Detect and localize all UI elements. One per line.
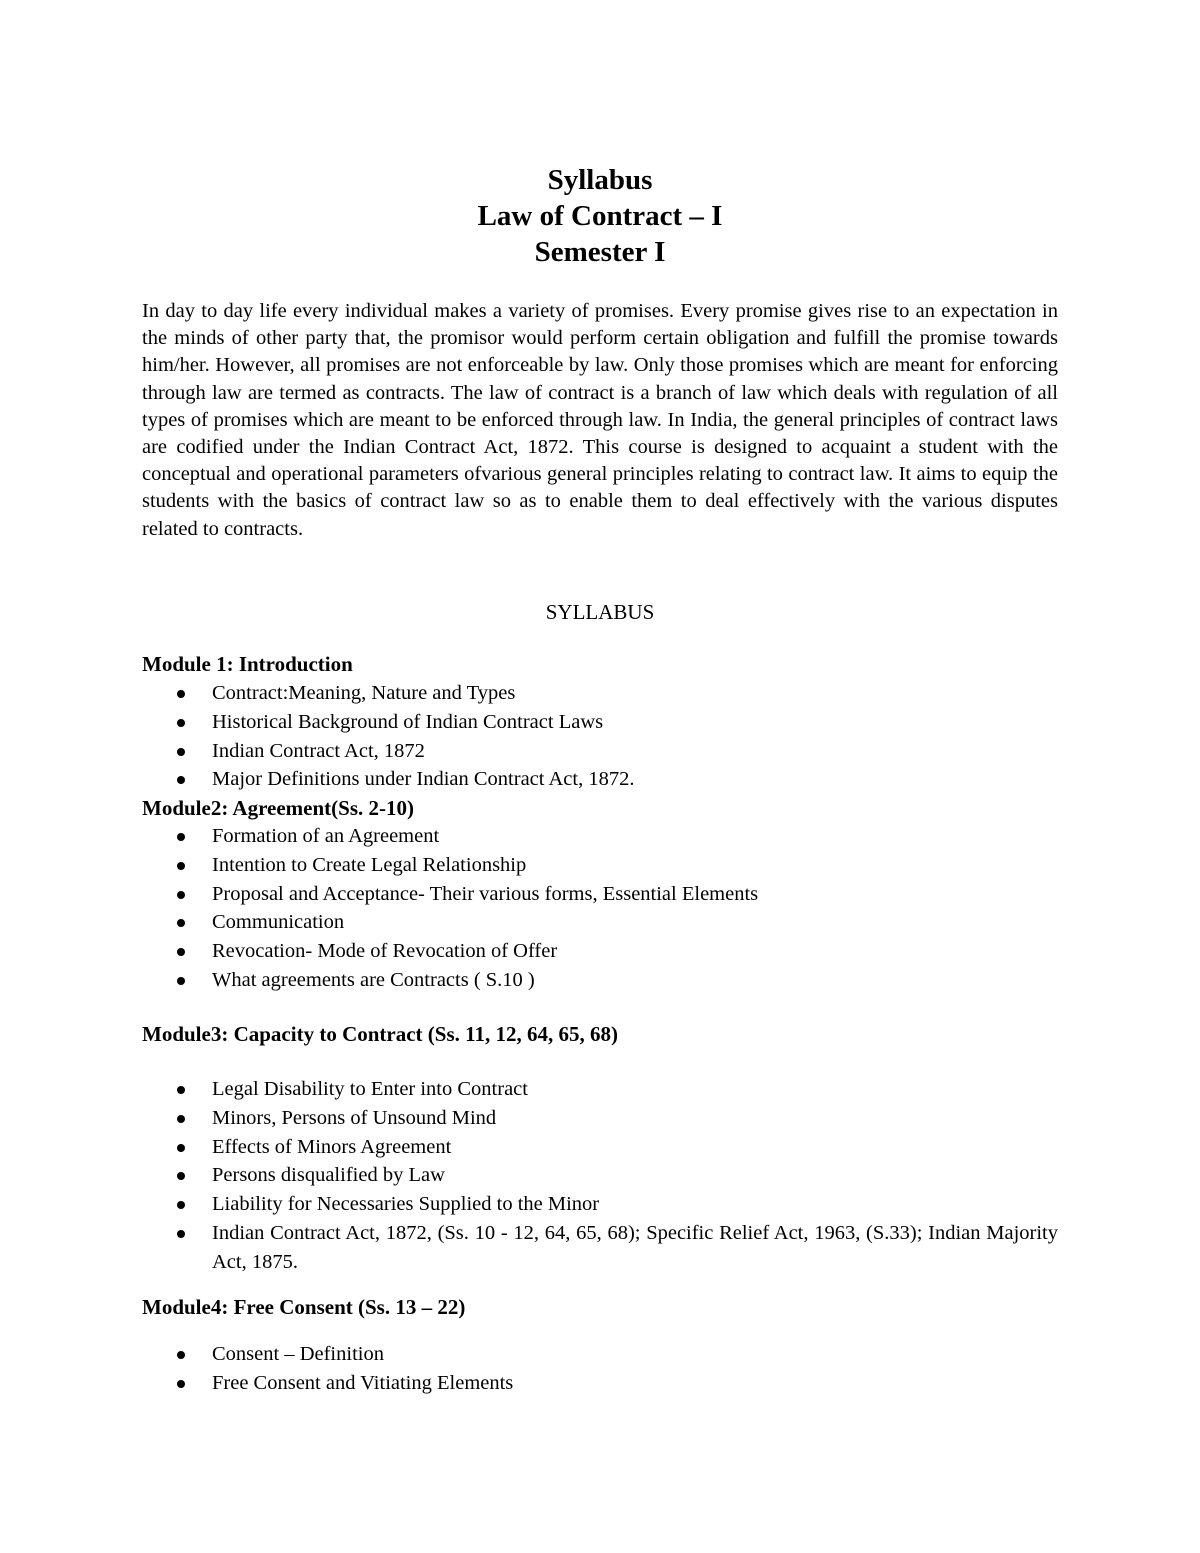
bullet-icon (177, 862, 185, 870)
bullet-icon (177, 977, 185, 985)
bullet-icon (177, 776, 185, 784)
list-item: Liability for Necessaries Supplied to the Minor (142, 1190, 1058, 1219)
list-item: Revocation- Mode of Revocation of Offer (142, 937, 1058, 966)
module-3-heading: Module3: Capacity to Contract (Ss. 11, 12, 64, 65, 68) (142, 1022, 618, 1046)
list-item: Minors, Persons of Unsound Mind (142, 1104, 1058, 1133)
bullet-icon (177, 833, 185, 841)
title-line-syllabus: Syllabus (547, 164, 653, 196)
list-item: Historical Background of Indian Contract Laws (142, 708, 1058, 737)
list-item: Free Consent and Vitiating Elements (142, 1369, 1058, 1398)
module-2-list (142, 822, 1058, 995)
list-item: Indian Contract Act, 1872 (142, 737, 1058, 766)
list-item: Effects of Minors Agreement (142, 1133, 1058, 1162)
list-item: Proposal and Acceptance- Their various forms, Essential Elements (142, 880, 1058, 909)
list-item: Communication (142, 908, 1058, 937)
list-item: Indian Contract Act, 1872, (Ss. 10 - 12, 64, 65, 68); Specific Relief Act, 1963, (S.33); Indian Majority Act, 1875. (142, 1219, 1058, 1277)
module-3-list (142, 1075, 1058, 1277)
bullet-icon (177, 1380, 185, 1388)
module-2-heading: Module2: Agreement(Ss. 2-10) (142, 796, 414, 820)
list-item: Persons disqualified by Law (142, 1161, 1058, 1190)
list-item: Intention to Create Legal Relationship (142, 851, 1058, 880)
module-1-list (142, 679, 1058, 794)
module-4-heading: Module4: Free Consent (Ss. 13 – 22) (142, 1295, 466, 1319)
bullet-icon (177, 1351, 185, 1359)
title-line-semester: Semester I (534, 236, 666, 268)
bullet-icon (177, 1115, 185, 1123)
bullet-icon (177, 948, 185, 956)
list-item: Consent – Definition (142, 1340, 1058, 1369)
module-4-list (142, 1340, 1058, 1398)
list-item: Contract:Meaning, Nature and Types (142, 679, 1058, 708)
bullet-icon (177, 919, 185, 927)
title-line-course: Law of Contract – I (477, 200, 723, 232)
list-item: Formation of an Agreement (142, 822, 1058, 851)
bullet-icon (177, 1144, 185, 1152)
bullet-icon (177, 1086, 185, 1094)
bullet-icon (177, 1201, 185, 1209)
bullet-icon (177, 891, 185, 899)
bullet-icon (177, 690, 185, 698)
intro-paragraph: In day to day life every individual makes a variety of promises. Every promise gives rise to an expectation in the minds of other party that, the promisor would perform certain obligation and fulfill the promise towards him/her. However, all promises are not enforceable by law. Only those promises which are meant for enforcing through law are termed as contracts. The law of contract is a branch of law which deals with regulation of all types of promises which are meant to be enforced through law. In India, the general principles of contract laws are codified under the Indian Contract Act, 1872. This course is designed to acquaint a student with the conceptual and operational parameters ofvarious general principles relating to contract law. It aims to equip the students with the basics of contract law so as to enable them to deal effectively with the various disputes related to contracts. (142, 300, 1058, 540)
bullet-icon (177, 748, 185, 756)
module-1-heading: Module 1: Introduction (142, 652, 353, 676)
document-title (0, 162, 1200, 270)
list-item: Major Definitions under Indian Contract Act, 1872. (142, 765, 1058, 794)
list-item: What agreements are Contracts ( S.10 ) (142, 966, 1058, 995)
bullet-icon (177, 1172, 185, 1180)
bullet-icon (177, 1230, 185, 1238)
syllabus-heading: SYLLABUS (545, 600, 655, 624)
bullet-icon (177, 719, 185, 727)
list-item: Legal Disability to Enter into Contract (142, 1075, 1058, 1104)
